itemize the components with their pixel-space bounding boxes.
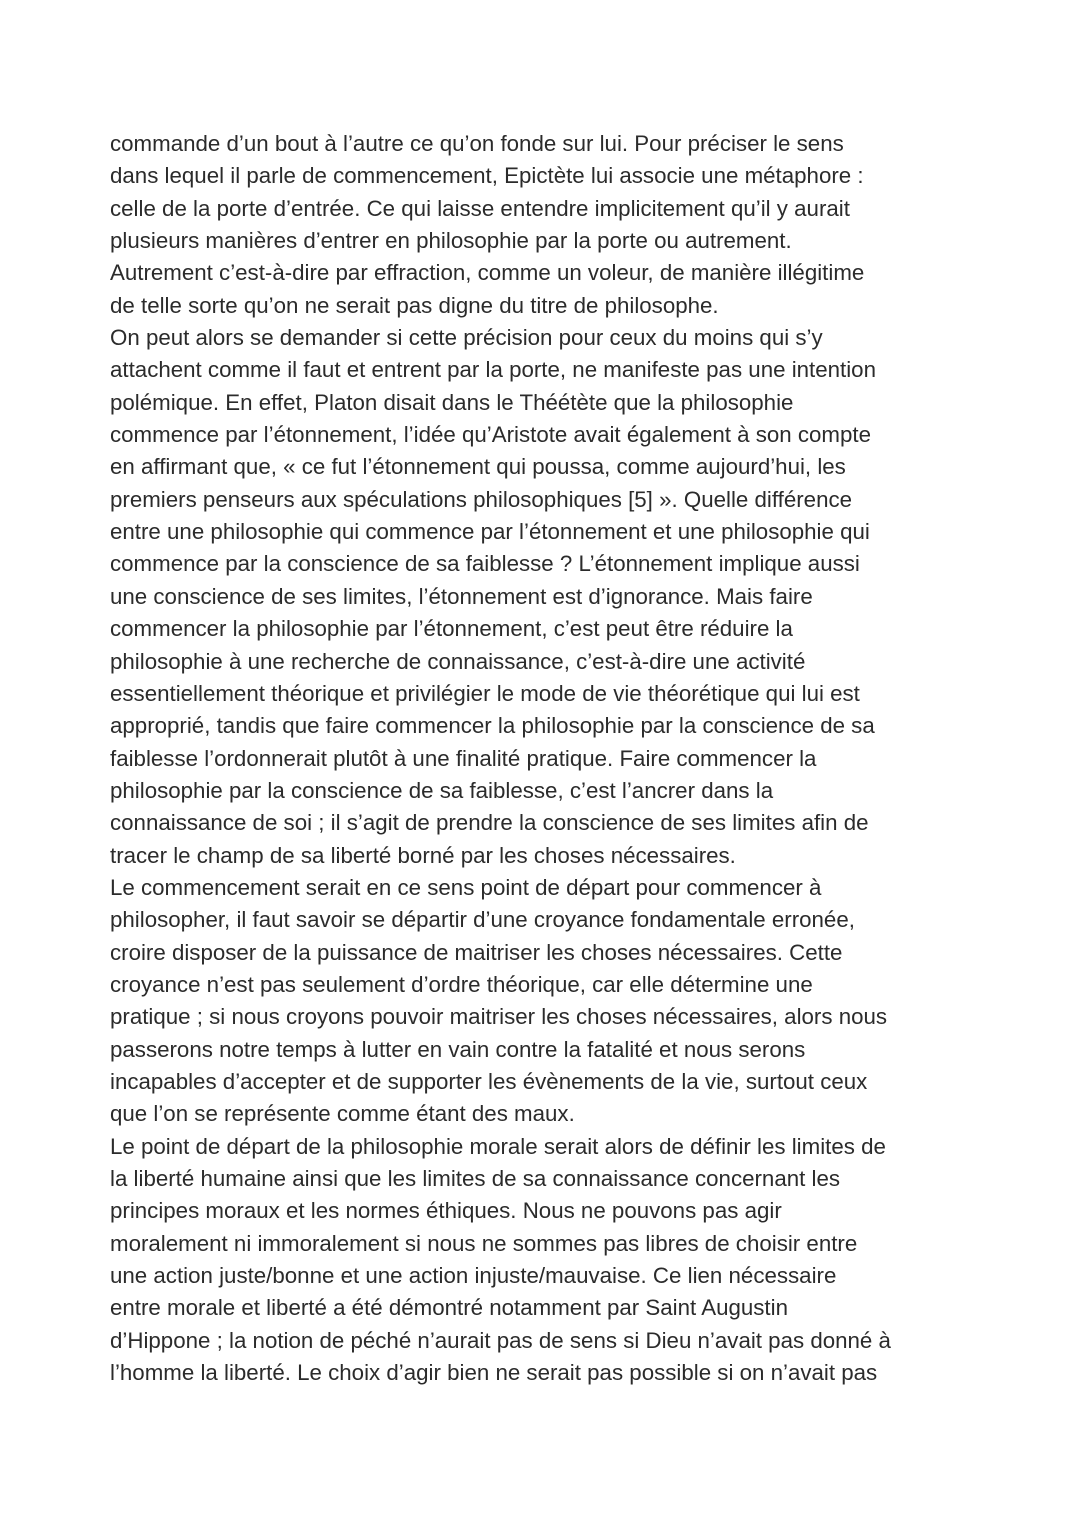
- text-line: pratique ; si nous croyons pouvoir maitriser les choses nécessaires, alors nous: [110, 1004, 888, 1030]
- text-line: tracer le champ de sa liberté borné par les choses nécessaires.: [110, 842, 736, 868]
- text-line: premiers penseurs aux spéculations philosophiques [5] ». Quelle différence: [110, 486, 853, 512]
- text-line: polémique. En effet, Platon disait dans le Théétète que la philosophie: [110, 389, 794, 415]
- text-line: philosophie à une recherche de connaissance, c’est-à-dire une activité: [110, 648, 806, 674]
- text-line: entre une philosophie qui commence par l’étonnement et une philosophie qui: [110, 519, 870, 545]
- text-line: Le point de départ de la philosophie morale serait alors de définir les limites de: [110, 1133, 886, 1159]
- text-line: approprié, tandis que faire commencer la philosophie par la conscience de sa: [110, 713, 875, 739]
- text-line: plusieurs manières d’entrer en philosophie par la porte ou autrement.: [110, 228, 792, 254]
- text-line: celle de la porte d’entrée. Ce qui laisse entendre implicitement qu’il y aurait: [110, 195, 850, 221]
- text-line: en affirmant que, « ce fut l’étonnement qui poussa, comme aujourd’hui, les: [110, 454, 846, 480]
- text-line: commence par l’étonnement, l’idée qu’Aristote avait également à son compte: [110, 422, 871, 448]
- text-line: croire disposer de la puissance de maitriser les choses nécessaires. Cette: [110, 939, 843, 965]
- text-line: commencer la philosophie par l’étonnement, c’est peut être réduire la: [110, 616, 793, 642]
- text-line: attachent comme il faut et entrent par la porte, ne manifeste pas une intention: [110, 357, 876, 383]
- text-line: une action juste/bonne et une action injuste/mauvaise. Ce lien nécessaire: [110, 1263, 837, 1289]
- document-body: [110, 128, 990, 1389]
- text-line: l’homme la liberté. Le choix d’agir bien ne serait pas possible si on n’avait pas: [110, 1360, 878, 1386]
- text-line: une conscience de ses limites, l’étonnement est d’ignorance. Mais faire: [110, 583, 813, 609]
- text-line: croyance n’est pas seulement d’ordre théorique, car elle détermine une: [110, 971, 813, 997]
- text-line: commence par la conscience de sa faiblesse ? L’étonnement implique aussi: [110, 551, 860, 577]
- text-line: d’Hippone ; la notion de péché n’aurait pas de sens si Dieu n’avait pas donné à: [110, 1327, 891, 1353]
- text-line: principes moraux et les normes éthiques. Nous ne pouvons pas agir: [110, 1198, 782, 1224]
- text-line: commande d’un bout à l’autre ce qu’on fonde sur lui. Pour préciser le sens: [110, 131, 844, 156]
- text-line: dans lequel il parle de commencement, Epictète lui associe une métaphore :: [110, 163, 864, 189]
- text-line: passerons notre temps à lutter en vain contre la fatalité et nous serons: [110, 1036, 806, 1062]
- text-line: incapables d’accepter et de supporter les évènements de la vie, surtout ceux: [110, 1068, 868, 1094]
- text-line: philosopher, il faut savoir se départir d’une croyance fondamentale erronée,: [110, 907, 855, 933]
- text-line: de telle sorte qu’on ne serait pas digne du titre de philosophe.: [110, 292, 719, 318]
- text-line: moralement ni immoralement si nous ne sommes pas libres de choisir entre: [110, 1230, 858, 1256]
- text-line: connaissance de soi ; il s’agit de prendre la conscience de ses limites afin de: [110, 810, 869, 836]
- text-line: Le commencement serait en ce sens point de départ pour commencer à: [110, 874, 822, 900]
- text-line: Autrement c’est-à-dire par effraction, comme un voleur, de manière illégitime: [110, 260, 865, 286]
- text-line: que l’on se représente comme étant des maux.: [110, 1101, 575, 1127]
- text-line: entre morale et liberté a été démontré notamment par Saint Augustin: [110, 1295, 788, 1321]
- text-line: philosophie par la conscience de sa faiblesse, c’est l’ancrer dans la: [110, 777, 774, 803]
- text-line: la liberté humaine ainsi que les limites de sa connaissance concernant les: [110, 1166, 841, 1191]
- text-line: faiblesse l’ordonnerait plutôt à une finalité pratique. Faire commencer la: [110, 745, 817, 771]
- text-line: essentiellement théorique et privilégier le mode de vie théorétique qui lui est: [110, 680, 860, 706]
- text-line: On peut alors se demander si cette précision pour ceux du moins qui s’y: [110, 325, 823, 351]
